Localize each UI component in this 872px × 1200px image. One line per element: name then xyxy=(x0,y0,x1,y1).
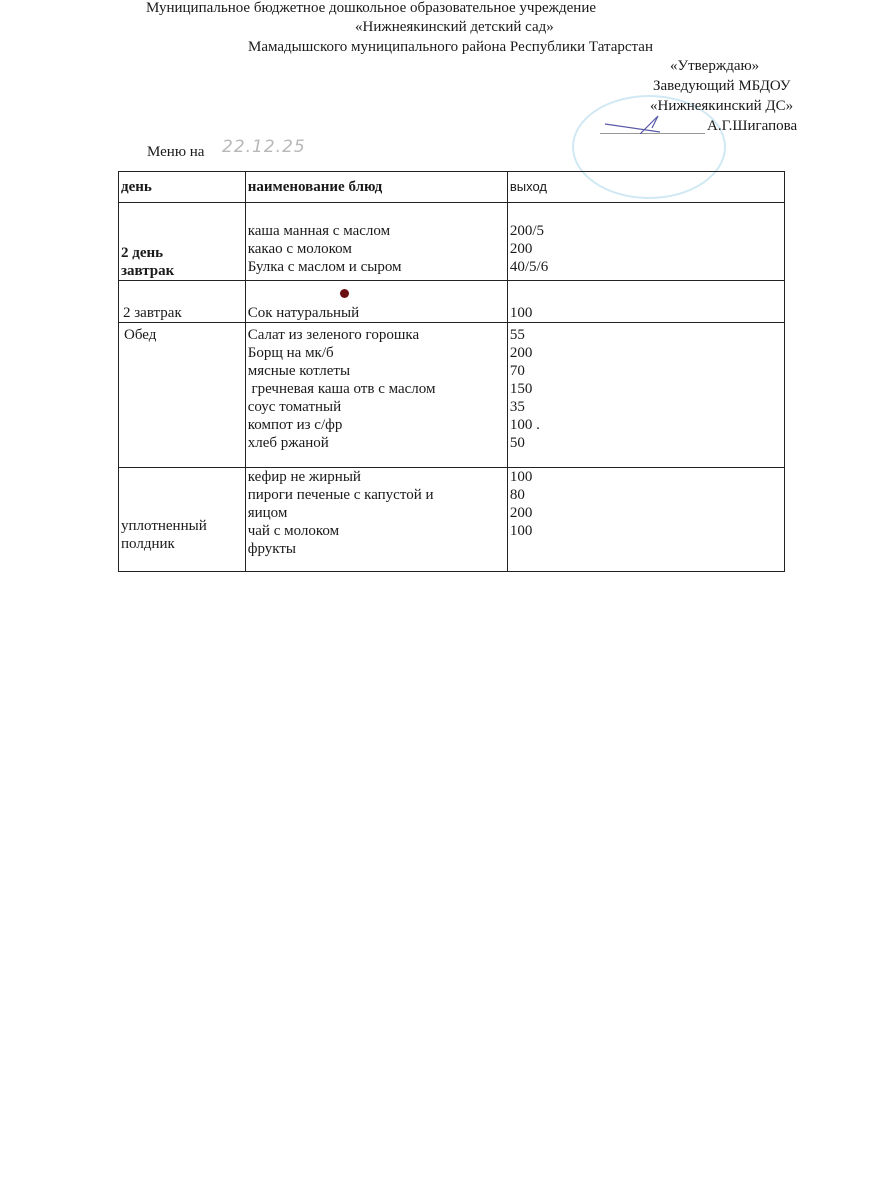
portion: 80 xyxy=(509,487,525,503)
dish: Борщ на мк/б xyxy=(247,345,334,361)
dish: каша манная с маслом xyxy=(247,223,391,239)
portion: 70 xyxy=(509,363,525,379)
signature xyxy=(600,112,710,134)
menu-date: 22.12.25 xyxy=(222,137,306,157)
dish: мясные котлеты xyxy=(247,363,351,379)
ink-blot xyxy=(340,289,349,298)
dish: Булка с маслом и сыром xyxy=(247,259,402,275)
approval-position: Заведующий МБДОУ xyxy=(653,78,791,94)
header-day: день xyxy=(119,172,246,203)
table-header-row xyxy=(119,172,785,203)
approval-title: «Утверждаю» xyxy=(670,58,760,74)
dishes-cell xyxy=(245,468,507,572)
dish: Салат из зеленого горошка xyxy=(247,327,420,343)
portion: 100 . xyxy=(509,417,540,433)
portion: 200 xyxy=(509,345,533,361)
menu-label: Меню на xyxy=(147,144,205,160)
meal-cell: Обед xyxy=(119,323,246,468)
portion: 200/5 xyxy=(509,223,545,239)
dish: кефир не жирный xyxy=(247,469,361,485)
dish: компот из с/фр xyxy=(247,417,343,433)
portions-cell xyxy=(507,203,784,281)
dishes-cell xyxy=(245,323,507,468)
dish: яицом xyxy=(247,505,288,521)
dish: чай с молоком xyxy=(247,523,340,539)
institution-name: Муниципальное бюджетное дошкольное образовательное учреждение xyxy=(146,0,596,16)
portions-cell xyxy=(507,323,784,468)
portions-cell: 100 xyxy=(507,281,784,323)
portion: 40/5/6 xyxy=(509,259,549,275)
approval-name: А.Г.Шигапова xyxy=(707,118,798,134)
kindergarten-name: «Нижнеякинский детский сад» xyxy=(355,19,554,35)
dishes-cell xyxy=(245,203,507,281)
menu-table xyxy=(118,171,785,572)
dish: фрукты xyxy=(247,541,296,557)
table-row xyxy=(119,468,785,572)
table-row xyxy=(119,203,785,281)
dishes-cell: Сок натуральный xyxy=(245,281,507,323)
dish: пироги печеные с капустой и xyxy=(247,487,434,503)
dish: хлеб ржаной xyxy=(247,435,329,451)
approval-org: «Нижнеякинский ДС» xyxy=(650,98,794,114)
meal-label: уплотненный полдник xyxy=(121,517,207,552)
portion: 200 xyxy=(509,505,533,521)
portion: 150 xyxy=(509,381,533,397)
meal-cell: 2 завтрак xyxy=(119,281,246,323)
table-row xyxy=(119,323,785,468)
dish: гречневая каша отв с маслом xyxy=(247,381,436,397)
dish: какао с молоком xyxy=(247,241,352,257)
portion: 100 xyxy=(509,469,533,485)
portion: 100 xyxy=(509,523,533,539)
dish: соус томатный xyxy=(247,399,342,415)
table-row xyxy=(119,281,785,323)
district-name: Мамадышского муниципального района Республики Татарстан xyxy=(248,39,653,55)
header-dish: наименование блюд xyxy=(245,172,507,203)
meal-label: 2 день завтрак xyxy=(121,245,175,279)
portions-cell xyxy=(507,468,784,572)
portion: 200 xyxy=(509,241,533,257)
portion: 50 xyxy=(509,435,525,451)
portion: 35 xyxy=(509,399,525,415)
portion: 55 xyxy=(509,327,525,343)
meal-cell xyxy=(119,203,246,281)
header-portion: выход xyxy=(507,172,784,203)
meal-cell xyxy=(119,468,246,572)
